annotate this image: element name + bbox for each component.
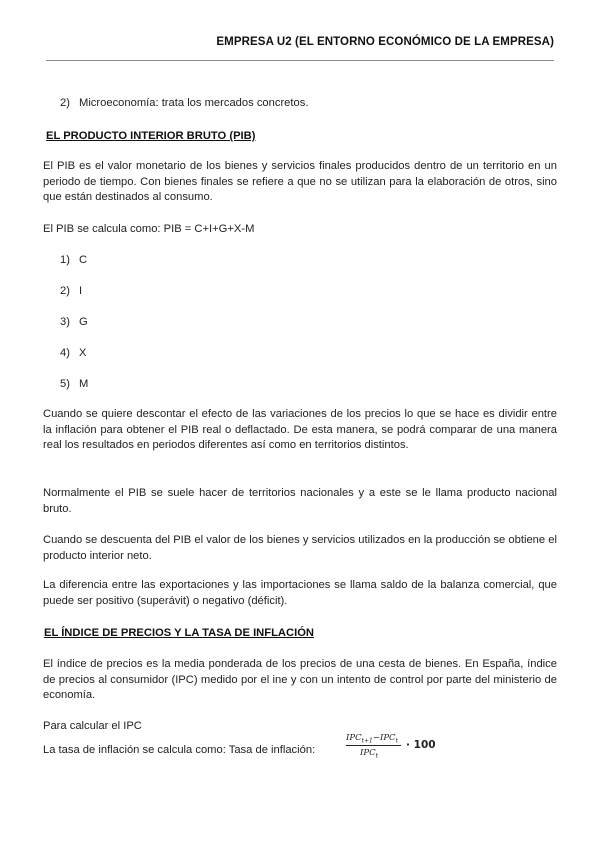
list-text: M bbox=[79, 378, 89, 390]
balanza-paragraph: La diferencia entre las exportaciones y las importaciones se llama saldo de la balanza comercial, que puede ser positivo (superávit) o negativo (déficit). bbox=[43, 579, 557, 607]
section-heading-pib: EL PRODUCTO INTERIOR BRUTO (PIB) bbox=[46, 130, 256, 142]
inflation-text: La tasa de inflación se calcula como: Tasa de inflación: bbox=[43, 744, 316, 756]
list-number: 2) bbox=[60, 285, 70, 297]
pib-component-item bbox=[60, 347, 86, 359]
list-number: 1) bbox=[60, 254, 70, 266]
list-text: I bbox=[79, 285, 83, 297]
header-divider bbox=[46, 60, 554, 61]
list-text: X bbox=[79, 347, 87, 359]
pnb-paragraph: Normalmente el PIB se suele hacer de territorios nacionales y a este se le llama producto nacional bruto. bbox=[43, 487, 557, 515]
list-number: 2) bbox=[60, 97, 70, 109]
list-text: C bbox=[79, 254, 88, 266]
list-number: 5) bbox=[60, 378, 70, 390]
section-heading-ipc: EL ÍNDICE DE PRECIOS Y LA TASA DE INFLACIÓN bbox=[44, 627, 314, 639]
intro-list-item bbox=[60, 97, 308, 109]
inflation-formula bbox=[346, 733, 446, 769]
pib-real-paragraph: Cuando se quiere descontar el efecto de las variaciones de los precios lo que se hace es dividir entre la inflación para obtener el PIB real o deflactado. De esta manera, se podrá comparar de una manera real los resultados en periodos diferentes así como en territorios distintos. bbox=[43, 408, 557, 452]
pib-component-item bbox=[60, 285, 82, 297]
pib-definition-paragraph: El PIB es el valor monetario de los bienes y servicios finales producidos dentro de un territorio en un periodo de tiempo. Con bienes finales se refiere a que no se utilizan para la elaboración de otros, sino que están destinados al consumo. bbox=[43, 160, 557, 204]
list-number: 4) bbox=[60, 347, 70, 359]
list-text: G bbox=[79, 316, 88, 328]
formula-multiplier: · 100 bbox=[406, 739, 436, 751]
pin-paragraph: Cuando se descuenta del PIB el valor de los bienes y servicios utilizados en la producción se obtiene el producto interior neto. bbox=[43, 534, 557, 562]
list-number: 3) bbox=[60, 316, 70, 328]
fraction-bar bbox=[346, 745, 401, 746]
pib-formula-text: El PIB se calcula como: PIB = C+I+G+X-M bbox=[43, 223, 255, 235]
list-text: Microeconomía: trata los mercados concretos. bbox=[79, 97, 309, 109]
ipc-definition-paragraph: El índice de precios es la media ponderada de los precios de una cesta de bienes. En España, índice de precios al consumidor (IPC) medido por el ine y con un intento de control por parte del ministerio de economía. bbox=[43, 658, 557, 702]
pib-component-item bbox=[60, 378, 88, 390]
formula-denominator: $IPC_t$ bbox=[360, 748, 379, 760]
pib-component-item bbox=[60, 316, 88, 328]
page-header-title: EMPRESA U2 (EL ENTORNO ECONÓMICO DE LA EMPRESA) bbox=[216, 36, 554, 48]
pib-component-item bbox=[60, 254, 87, 266]
formula-numerator: $IPC_{t+1}-IPC_t$ bbox=[346, 733, 398, 745]
calc-ipc-text: Para calcular el IPC bbox=[43, 720, 142, 732]
